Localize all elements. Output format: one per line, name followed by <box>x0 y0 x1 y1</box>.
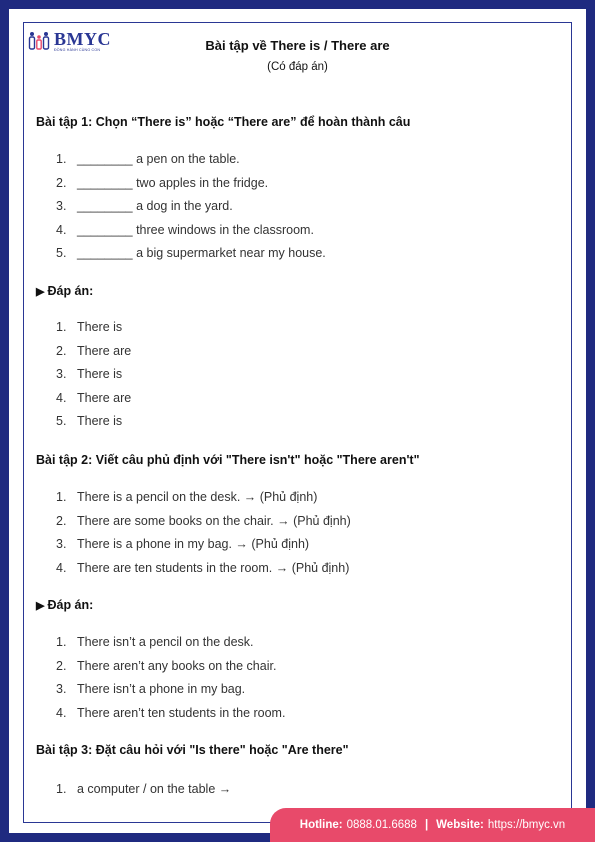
answer-item: 4. There are <box>56 390 132 405</box>
answer-item: 3. There is <box>56 367 123 381</box>
answer-item: 1. There is <box>56 320 123 334</box>
hotline-label: Hotline: <box>299 819 343 831</box>
question-item: 4. There are ten students in the room. → (Phủ định) <box>56 560 350 575</box>
exercise-3-questions <box>56 782 231 806</box>
answer-item: 3. There isn’t a phone in my bag. <box>56 682 246 696</box>
website-link[interactable]: https://bmyc.vn <box>487 819 566 831</box>
triangle-icon: ▶ <box>36 600 45 612</box>
answer-item: 2. There are <box>56 343 132 358</box>
answer-label-2: ▶ Đáp án: <box>36 598 94 612</box>
question-item: 4. ________ three windows in the classroom. <box>56 222 314 237</box>
question-item: 3. ________ a dog in the yard. <box>56 199 233 213</box>
exercise-1-questions <box>56 152 326 270</box>
answer-item: 5. There is <box>56 414 123 428</box>
answer-item: 2. There aren’t any books on the chair. <box>56 658 277 673</box>
hotline-number[interactable]: 0888.01.6688 <box>346 819 417 831</box>
exercise-2-heading: Bài tập 2: Viết câu phủ định với "There isn't" hoặc "There aren't" <box>36 453 420 467</box>
exercise-1-heading: Bài tập 1: Chọn “There is” hoặc “There are” để hoàn thành câu <box>36 115 411 129</box>
logo-tagline: ĐỒNG HÀNH CÙNG CON <box>54 48 101 52</box>
question-item: 1. There is a pencil on the desk. → (Phủ định) <box>56 490 318 504</box>
question-item: 1. ________ a pen on the table. <box>56 152 240 166</box>
page-title: Bài tập về There is / There are <box>205 38 390 53</box>
logo-name: BMYC <box>54 29 111 49</box>
question-item: 2. ________ two apples in the fridge. <box>56 175 269 190</box>
exercise-3-heading: Bài tập 3: Đặt câu hỏi với "Is there" hoặc "Are there" <box>36 743 349 757</box>
exercise-2-answers <box>56 635 285 729</box>
exercise-2-questions <box>56 490 351 584</box>
question-item: 2. There are some books on the chair. → (Phủ định) <box>56 513 351 528</box>
question-item: 3. There is a phone in my bag. → (Phủ định) <box>56 537 310 551</box>
answer-item: 1. There isn’t a pencil on the desk. <box>56 635 254 649</box>
footer-separator: | <box>424 819 429 831</box>
contact-footer <box>270 808 595 842</box>
answer-item: 4. There aren’t ten students in the room. <box>56 705 286 720</box>
page-subtitle: (Có đáp án) <box>267 61 328 73</box>
question-item: 1. a computer / on the table → <box>56 782 232 796</box>
triangle-icon: ▶ <box>36 286 45 298</box>
answer-label-1: ▶ Đáp án: <box>36 284 94 298</box>
question-item: 5. ________ a big supermarket near my house. <box>56 246 326 260</box>
website-label: Website: <box>436 819 484 831</box>
exercise-1-answers <box>56 320 131 438</box>
